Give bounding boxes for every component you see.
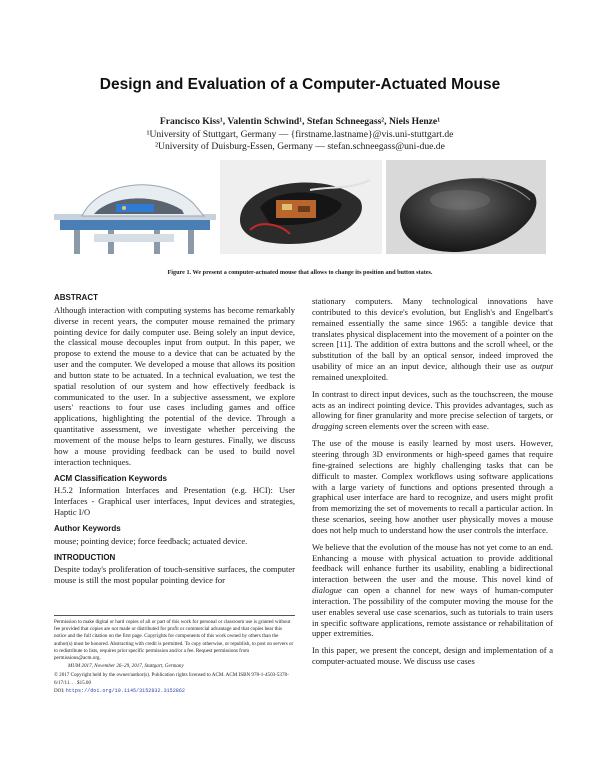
paper-title: Design and Evaluation of a Computer-Actuated Mouse xyxy=(99,76,501,93)
paragraph-usage: The use of the mouse is easily learned by most users. However, steering through 3D environments or high-speed games that require fine-grained selections are highly challenging tasks that can be difficult to master. Complex workflows using software applications with a large variety of functions and options presented through a graphical user interface are hard to recognize, and users might profit from memorizing the set of movements to recall a particular action. In these scenarios, seeing how another user physically moves a mouse does not help much to understand how the user controls the interface. xyxy=(312,438,553,535)
permission-text: Permission to make digital or hard copies of all or part of this work for personal or classroom use is granted without fee provided that copies are not made or distributed for profit or commercial advantage and that copies bear this notice and the full citation on the first page. Copyrights for components of this work owned by others than the author(s) must be honored. Abstracting with credit is permitted. To copy otherwise, or republish, to post on servers or to redistribute to lists, requires prior specific permission and/or a fee. Request permissions from permissions@acm.org. xyxy=(54,619,294,662)
venue-line: MUM 2017, November 26–29, 2017, Stuttgart, Germany xyxy=(68,663,184,670)
figure-caption: Figure 1. We present a computer-actuated mouse that allows to change its position and button states. xyxy=(167,269,433,276)
introduction-text: Despite today's proliferation of touch-sensitive surfaces, the computer mouse is still the most popular pointing device for xyxy=(54,564,295,586)
emphasis-dragging: dragging xyxy=(312,421,344,432)
emphasis-output: output xyxy=(531,361,553,372)
doi-label: DOI: xyxy=(54,687,66,694)
paragraph-contrast-text: In contrast to direct input devices, such as the touchscreen, the mouse acts as an indirect pointing device. This provides advantages, such as allowing for finer granularity and more precise selection of targets, or xyxy=(312,388,553,421)
abstract-heading: ABSTRACT xyxy=(54,293,98,302)
affiliation-stuttgart: ¹University of Stuttgart, Germany — {firstname.lastname}@vis.uni-stuttgart.de xyxy=(146,128,454,140)
author-keywords-heading: Author Keywords xyxy=(54,523,121,533)
figure-panel-render xyxy=(54,160,216,254)
paragraph-contrast-end: screen elements over the screen with ease. xyxy=(343,421,490,432)
paragraph-stationary xyxy=(312,296,553,383)
affiliation-duisburg: ²University of Duisburg-Essen, Germany — stefan.schneegass@uni-due.de xyxy=(155,141,445,152)
paragraph-contribution: In this paper, we present the concept, design and implementation of a computer-actuated mouse. We discuss use cases xyxy=(312,645,553,667)
doi-link[interactable]: https://doi.org/10.1145/3152832.3152862 xyxy=(65,687,185,694)
author-keywords-text: mouse; pointing device; force feedback; actuated device. xyxy=(54,535,248,546)
doi-line xyxy=(54,688,295,695)
left-column xyxy=(54,293,295,592)
figure-panel-assembled xyxy=(386,160,546,254)
paragraph-stationary-text: stationary computers. Many technological innovations have contributed to this device's evolution, but English's and Engelbart's remained essentially the same since 1965: a tangible device that translates physical displacement into the movement of a pointer on the screen [11]. The addition of extra buttons and the scroll wheel, or the substitution of the ball by an optical sensor, indeed improved the usability of mice an an input device, although their use as xyxy=(312,296,553,372)
copyright-line: © 2017 Copyright held by the owner/author(s). Publication rights licensed to ACM. ACM ISBN 978-1-4503-5378-6/17/11. . . $15.00 xyxy=(54,672,289,686)
author-block xyxy=(0,116,600,154)
right-column xyxy=(312,296,553,673)
acm-classification-heading: ACM Classification Keywords xyxy=(54,473,167,483)
emphasis-dialogue: dialogue xyxy=(312,585,342,596)
paragraph-evolution-end: can open a channel for new ways of human-computer interaction. The possibility of the computer moving the mouse for the user enables several use case scenarios, such as tutorials to train users in specific software applications, remote assistance or rehabilitation of upper extremities. xyxy=(312,585,553,639)
paragraph-stationary-end: remained unexploited. xyxy=(312,371,389,382)
paragraph-evolution xyxy=(312,542,553,640)
author-names: Francisco Kiss¹, Valentin Schwind¹, Stefan Schneegass², Niels Henze¹ xyxy=(159,116,441,127)
figure-panel-internals xyxy=(220,160,382,254)
abstract-text: Although interaction with computing systems has become remarkably diverse in recent years, the computer mouse remained the primary pointing device for daily computer use. Being solely an input device, the classical mouse decouples input from output. In this paper, we propose to extend the mouse to a device that can be actuated by the user and the computer. We developed a mouse that allows its position and button state to be actuated. In a technical evaluation, we test the spatial resolution of our system and how effectively feedback is communicated to the user. In a subjective assessment, we explore users' reactions to four use cases including games and office applications, highlighting the potential of the device. Through a quantitative assessment, we investigate whether perceiving the movement of the mouse helps to learn gestures. Finally, we discuss how a mouse providing feedback can be used to build novel interaction techniques. xyxy=(54,304,295,467)
figure-1 xyxy=(54,160,546,254)
introduction-heading: INTRODUCTION xyxy=(54,552,116,562)
paragraph-evolution-text: We believe that the evolution of the mouse has not yet come to an end. Enhancing a mouse with physical actuation to provide additional feedback will enhance further its usability, enabling a bidirectional interaction between the user and the mouse. This novel kind of xyxy=(312,541,553,585)
paragraph-contrast xyxy=(312,389,553,432)
acm-classification-text: H.5.2 Information Interfaces and Presentation (e.g. HCI): User Interfaces - Graphical user interfaces, Input devices and strategies, Haptic I/O xyxy=(54,485,295,518)
permission-block xyxy=(54,615,295,696)
